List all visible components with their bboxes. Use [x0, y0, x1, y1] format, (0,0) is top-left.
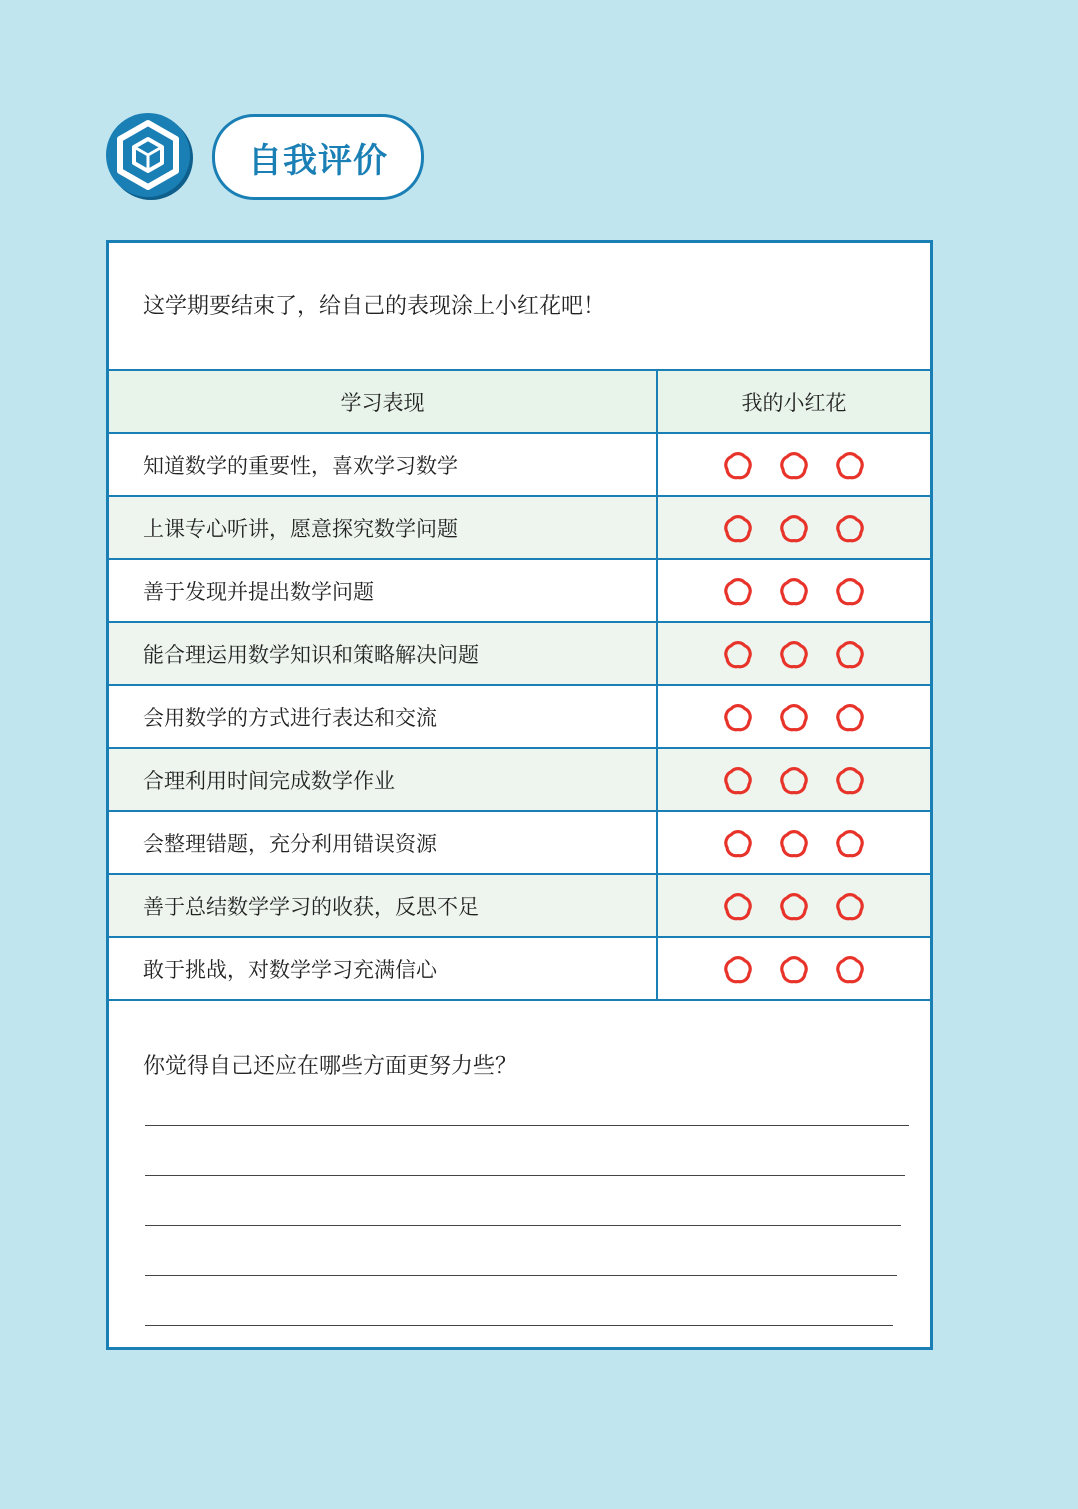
flower-icon[interactable]: [772, 632, 816, 676]
flower-icon[interactable]: [772, 884, 816, 928]
flower-icon[interactable]: [716, 947, 760, 991]
answer-line[interactable]: [145, 1325, 893, 1326]
answer-line[interactable]: [145, 1175, 905, 1176]
performance-label: 会用数学的方式进行表达和交流: [109, 685, 657, 748]
header-flowers: 我的小红花: [657, 370, 930, 433]
flower-icon[interactable]: [772, 506, 816, 550]
flower-icon[interactable]: [772, 758, 816, 802]
evaluation-table: [109, 369, 930, 1001]
table-row: [109, 748, 930, 811]
flower-cell: [657, 748, 930, 811]
flower-icon[interactable]: [716, 506, 760, 550]
flower-icon[interactable]: [828, 947, 872, 991]
performance-label: 上课专心听讲，愿意探究数学问题: [109, 496, 657, 559]
flower-icon[interactable]: [828, 569, 872, 613]
page-title: 自我评价: [212, 114, 424, 200]
flower-cell: [657, 496, 930, 559]
flower-icon[interactable]: [828, 443, 872, 487]
table-row: [109, 433, 930, 496]
flower-icon[interactable]: [716, 632, 760, 676]
flower-icon[interactable]: [716, 569, 760, 613]
flower-cell: [657, 622, 930, 685]
flower-icon[interactable]: [772, 443, 816, 487]
flower-icon[interactable]: [828, 632, 872, 676]
flower-icon[interactable]: [772, 821, 816, 865]
answer-line[interactable]: [145, 1225, 901, 1226]
flower-cell: [657, 685, 930, 748]
performance-label: 能合理运用数学知识和策略解决问题: [109, 622, 657, 685]
flower-icon[interactable]: [828, 821, 872, 865]
flower-icon[interactable]: [716, 695, 760, 739]
section-badge: [106, 113, 190, 197]
flower-icon[interactable]: [716, 443, 760, 487]
flower-icon[interactable]: [772, 569, 816, 613]
flower-icon[interactable]: [828, 758, 872, 802]
table-row: [109, 685, 930, 748]
answer-line[interactable]: [145, 1275, 897, 1276]
flower-icon[interactable]: [772, 947, 816, 991]
flower-icon[interactable]: [828, 506, 872, 550]
performance-label: 敢于挑战，对数学学习充满信心: [109, 937, 657, 1000]
flower-icon[interactable]: [716, 758, 760, 802]
flower-icon[interactable]: [772, 695, 816, 739]
performance-label: 会整理错题，充分利用错误资源: [109, 811, 657, 874]
performance-label: 合理利用时间完成数学作业: [109, 748, 657, 811]
performance-label: 知道数学的重要性，喜欢学习数学: [109, 433, 657, 496]
table-row: [109, 811, 930, 874]
flower-cell: [657, 937, 930, 1000]
header-performance: 学习表现: [109, 370, 657, 433]
table-row: [109, 496, 930, 559]
cube-icon: [106, 113, 190, 197]
table-row: [109, 874, 930, 937]
flower-icon[interactable]: [828, 884, 872, 928]
evaluation-card: [106, 240, 933, 1350]
answer-line[interactable]: [145, 1125, 909, 1126]
reflection-question: 你觉得自己还应在哪些方面更努力些？: [143, 1054, 518, 1079]
flower-cell: [657, 559, 930, 622]
performance-label: 善于发现并提出数学问题: [109, 559, 657, 622]
flower-icon[interactable]: [828, 695, 872, 739]
intro-text: 这学期要结束了，给自己的表现涂上小红花吧！: [143, 294, 606, 319]
flower-icon[interactable]: [716, 884, 760, 928]
flower-icon[interactable]: [716, 821, 760, 865]
table-row: [109, 937, 930, 1000]
table-row: [109, 622, 930, 685]
flower-cell: [657, 433, 930, 496]
performance-label: 善于总结数学学习的收获，反思不足: [109, 874, 657, 937]
flower-cell: [657, 874, 930, 937]
flower-cell: [657, 811, 930, 874]
table-row: [109, 559, 930, 622]
